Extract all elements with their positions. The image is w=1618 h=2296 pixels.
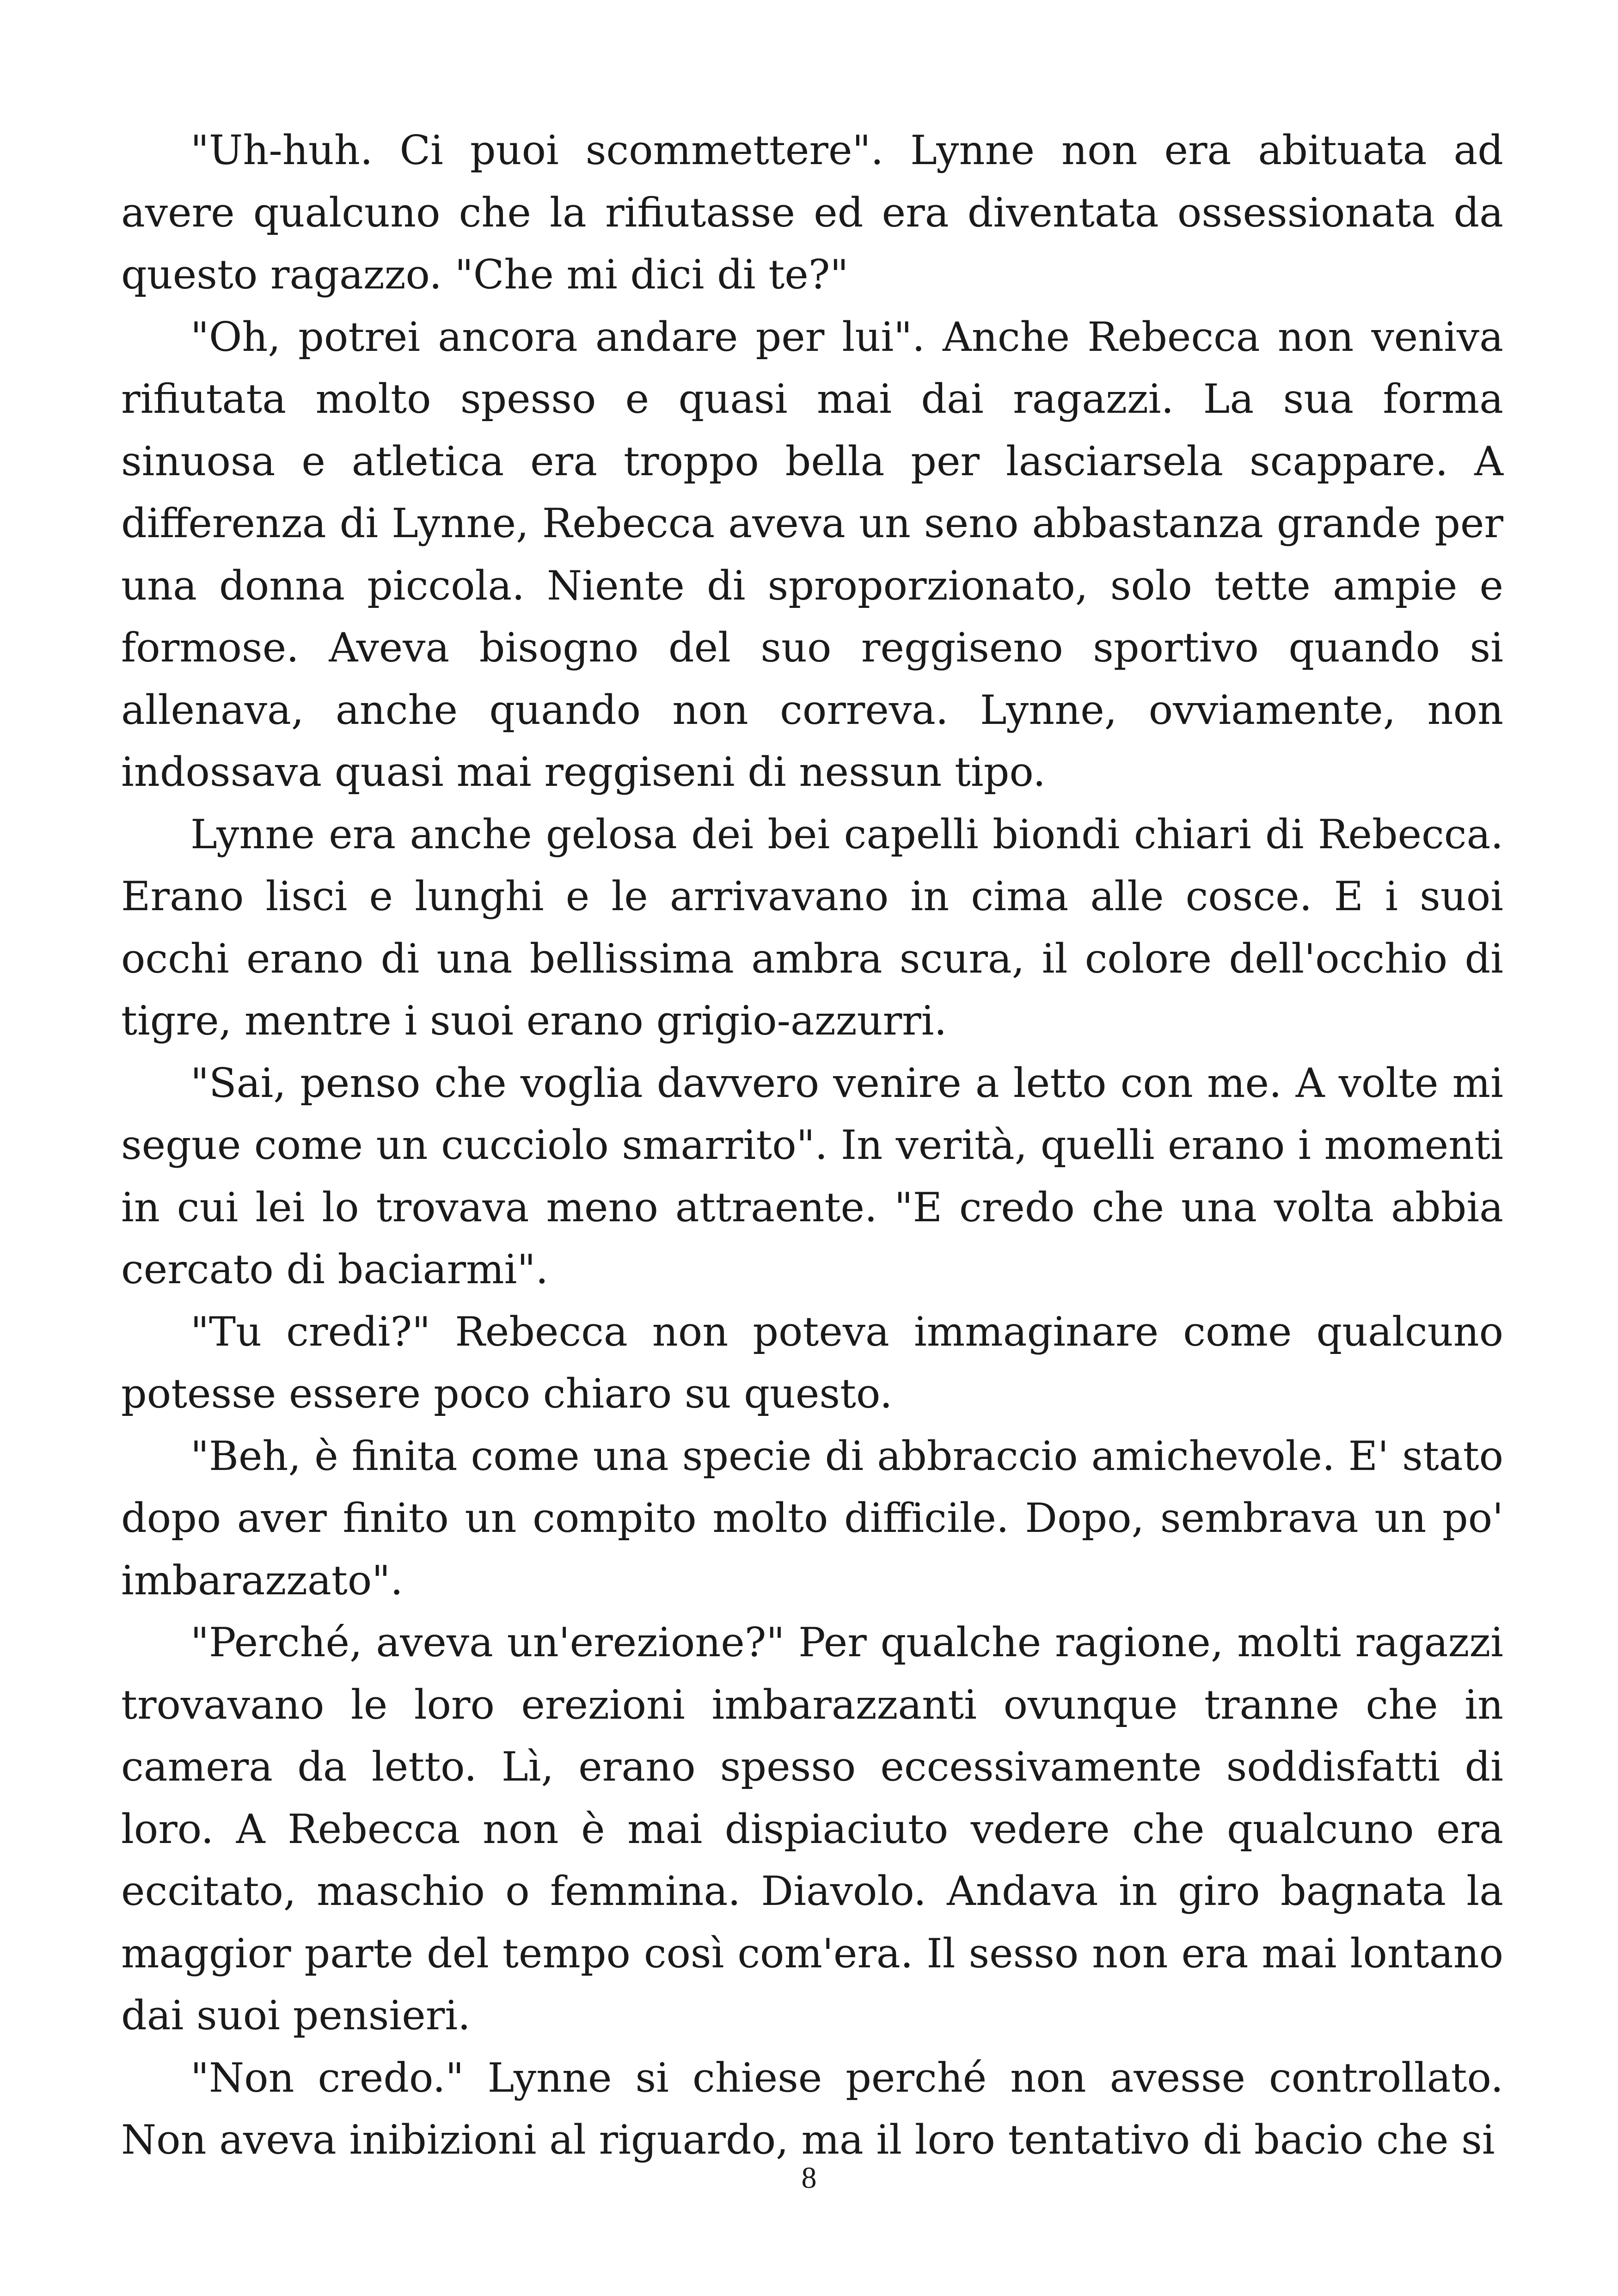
paragraph: "Sai, penso che voglia davvero venire a letto con me. A volte mi segue come un cucciolo smarrito". In verità, quelli erano i momenti in cui lei lo trovava meno attraente. "E credo che una volta abbia cercato di baciarmi". — [121, 1059, 1503, 1293]
paragraph: "Beh, è finita come una specie di abbraccio amichevole. E' stato dopo aver finito un compito molto difficile. Dopo, sembrava un po' imbarazzato". — [121, 1432, 1503, 1604]
paragraph: "Uh-huh. Ci puoi scommettere". Lynne non era abituata ad avere qualcuno che la rifiutasse ed era diventata ossessionata da questo ragazzo. "Che mi dici di te?" — [121, 127, 1503, 298]
paragraph: "Perché, aveva un'erezione?" Per qualche ragione, molti ragazzi trovavano le loro erezioni imbarazzanti ovunque tranne che in camera da letto. Lì, erano spesso eccessivamente soddisfatti di loro. A Rebecca non è mai dispiaciuto vedere che qualcuno era eccitato, maschio o femmina. Diavolo. Andava in giro bagnata la maggior parte del tempo così com'era. Il sesso non era mai lontano dai suoi pensieri. — [121, 1619, 1503, 2039]
body-text — [121, 119, 1503, 2171]
paragraph: "Tu credi?" Rebecca non poteva immaginare come qualcuno potesse essere poco chiaro su questo. — [121, 1308, 1503, 1417]
paragraph: "Oh, potrei ancora andare per lui". Anche Rebecca non veniva rifiutata molto spesso e quasi mai dai ragazzi. La sua forma sinuosa e atletica era troppo bella per lasciarsela scappare. A differenza di Lynne, Rebecca aveva un seno abbastanza grande per una donna piccola. Niente di sproporzionato, solo tette ampie e formose. Aveva bisogno del suo reggiseno sportivo quando si allenava, anche quando non correva. Lynne, ovviamente, non indossava quasi mai reggiseni di nessun tipo. — [121, 313, 1503, 796]
paragraph: Lynne era anche gelosa dei bei capelli biondi chiari di Rebecca. Erano lisci e lunghi e le arrivavano in cima alle cosce. E i suoi occhi erano di una bellissima ambra scura, il colore dell'occhio di tigre, mentre i suoi erano grigio-azzurri. — [121, 810, 1503, 1044]
page-number: 8 — [801, 2161, 817, 2195]
paragraph: "Non credo." Lynne si chiese perché non avesse controllato. Non aveva inibizioni al riguardo, ma il loro tentativo di bacio che si — [121, 2054, 1503, 2163]
